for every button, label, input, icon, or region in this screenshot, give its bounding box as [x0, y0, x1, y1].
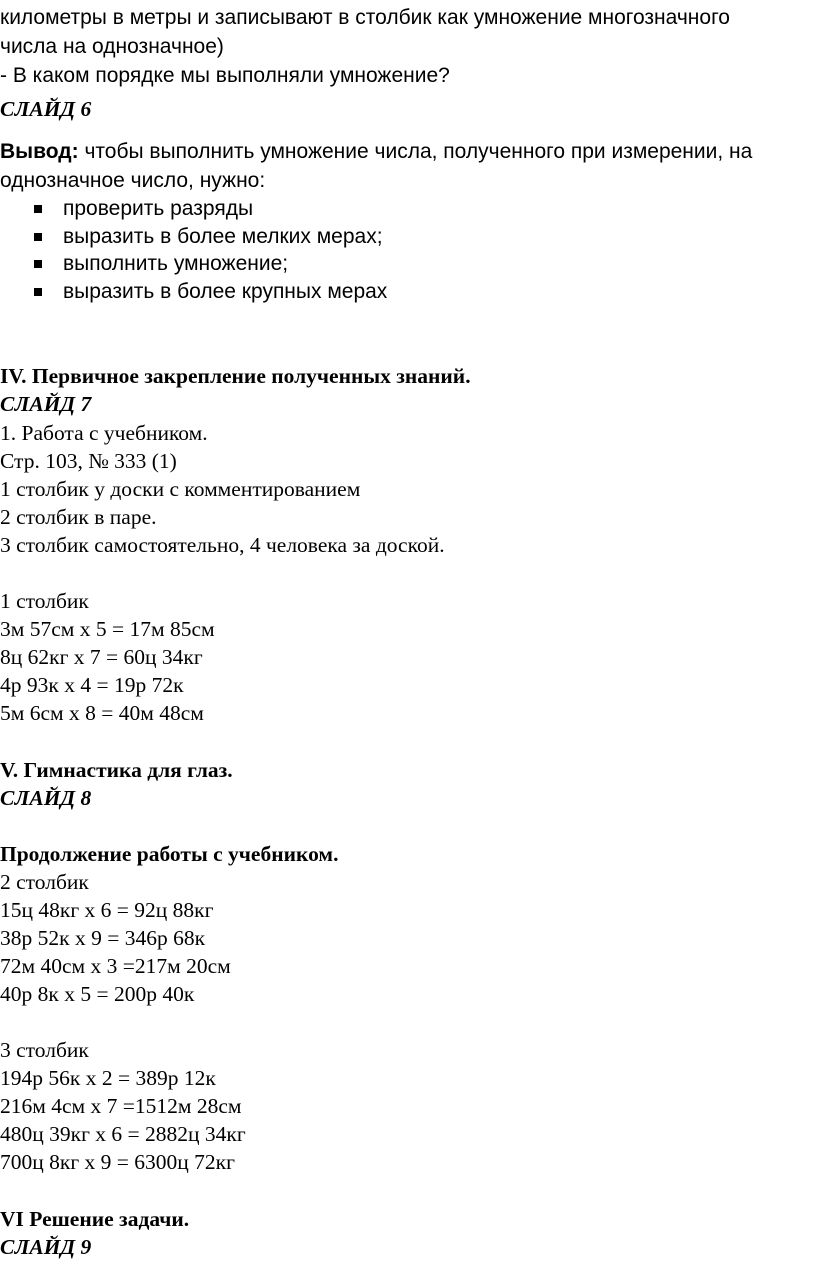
continuation-heading: Продолжение работы с учебником.: [0, 842, 339, 866]
text-line: 3 столбик самостоятельно, 4 человека за доской.: [0, 533, 445, 557]
bullet-text: проверить разряды: [63, 197, 254, 220]
text-line: 1 столбик у доски с комментированием: [0, 477, 361, 501]
conclusion-text-1: чтобы выполнить умножение числа, полученного при измерении, на: [78, 140, 753, 163]
intro-question: - В каком порядке мы выполняли умножение?: [0, 64, 450, 87]
calc-row: 15ц 48кг х 6 = 92ц 88кг: [0, 898, 214, 922]
section-6-title: VI Решение задачи.: [0, 1207, 190, 1231]
text-line: Стр. 103, № 333 (1): [0, 449, 177, 473]
text-line: 2 столбик в паре.: [0, 505, 157, 529]
intro-line-2: числа на однозначное): [0, 35, 224, 58]
calc-row: 38р 52к х 9 = 346р 68к: [0, 926, 206, 950]
section-4-title: IV. Первичное закрепление полученных знаний.: [0, 364, 471, 388]
calc-row: 216м 4см х 7 =1512м 28см: [0, 1094, 242, 1118]
square-bullet-icon: [34, 205, 42, 213]
calc-row: 3м 57см х 5 = 17м 85см: [0, 617, 215, 641]
section-5-title: V. Гимнастика для глаз.: [0, 758, 233, 782]
column-1-title: 1 столбик: [0, 589, 89, 613]
text-line: 1. Работа с учебником.: [0, 421, 208, 445]
calc-row: 8ц 62кг х 7 = 60ц 34кг: [0, 645, 203, 669]
column-3-title: 3 столбик: [0, 1038, 89, 1062]
conclusion-line-2: однозначное число, нужно:: [0, 169, 266, 192]
calc-row: 40р 8к х 5 = 200р 40к: [0, 982, 195, 1006]
slide-8-heading: СЛАЙД 8: [0, 786, 92, 810]
intro-line-1: километры в метры и записывают в столбик как умножение многозначного: [0, 6, 730, 29]
square-bullet-icon: [34, 288, 42, 296]
square-bullet-icon: [34, 233, 42, 241]
calc-row: 700ц 8кг х 9 = 6300ц 72кг: [0, 1150, 235, 1174]
conclusion-label: Вывод:: [0, 140, 79, 163]
slide-9-heading: СЛАЙД 9: [0, 1235, 92, 1259]
slide-6-heading: СЛАЙД 6: [0, 97, 92, 121]
bullet-text: выразить в более крупных мерах: [63, 280, 388, 303]
calc-row: 4р 93к х 4 = 19р 72к: [0, 673, 184, 697]
slide-7-heading: СЛАЙД 7: [0, 392, 92, 416]
calc-row: 72м 40см х 3 =217м 20см: [0, 954, 231, 978]
calc-row: 5м 6см х 8 = 40м 48см: [0, 701, 204, 725]
bullet-text: выполнить умножение;: [63, 252, 289, 275]
calc-row: 194р 56к х 2 = 389р 12к: [0, 1066, 216, 1090]
square-bullet-icon: [34, 260, 42, 268]
bullet-text: выразить в более мелких мерах;: [63, 225, 383, 248]
calc-row: 480ц 39кг х 6 = 2882ц 34кг: [0, 1122, 246, 1146]
conclusion-line-1: [0, 138, 752, 166]
column-2-title: 2 столбик: [0, 870, 89, 894]
